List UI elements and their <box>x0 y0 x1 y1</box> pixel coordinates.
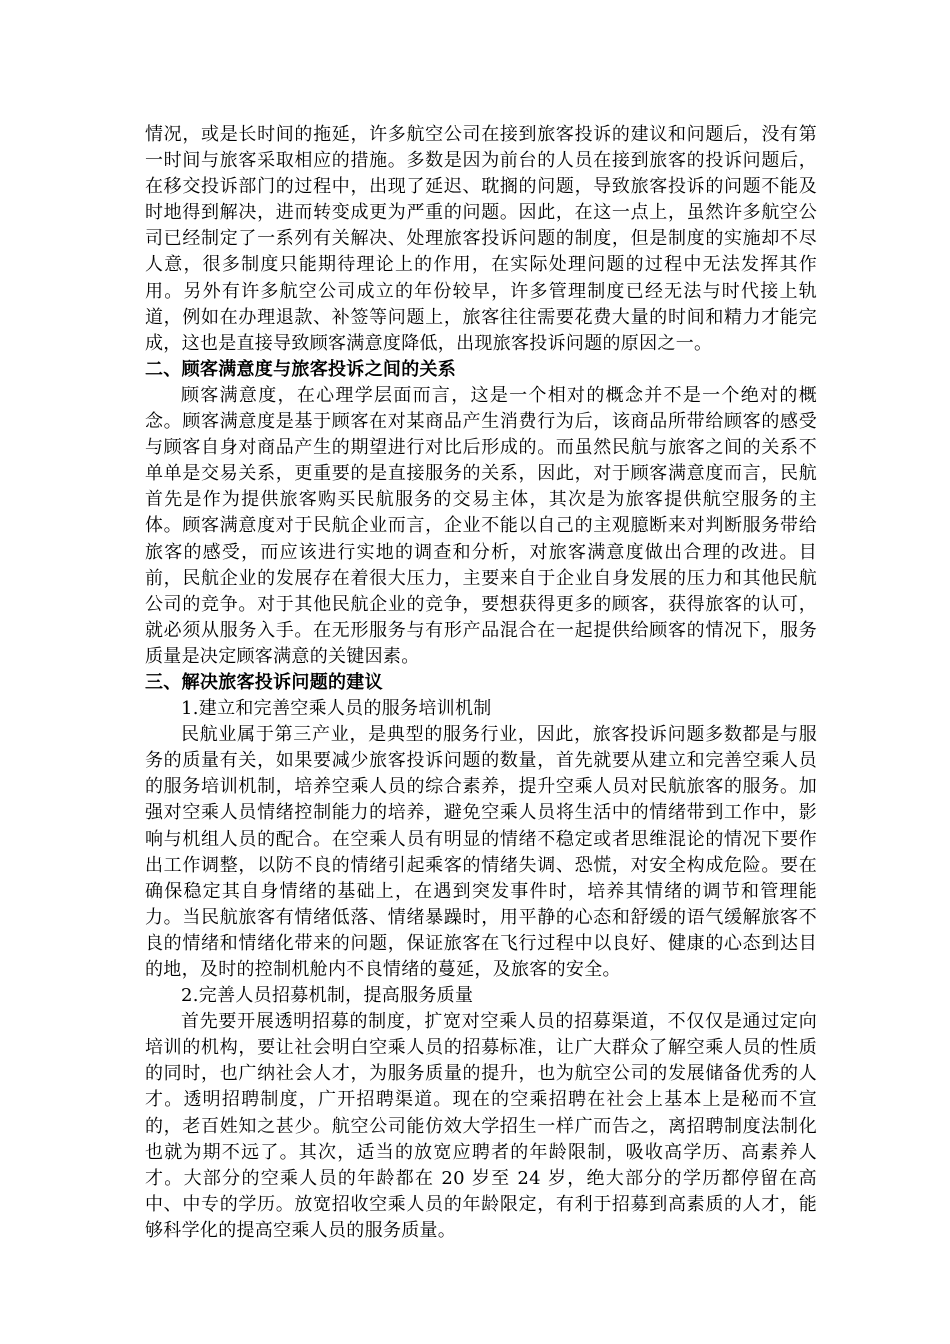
paragraph-continued: 情况，或是长时间的拖延，许多航空公司在接到旅客投诉的建议和问题后，没有第一时间与旅客采取相应的措施。多数是因为前台的人员在接到旅客的投诉问题后，在移交投诉部门的过程中，出现了延迟、耽搁的问题，导致旅客投诉的问题不能及时地得到解决，进而转变成更为严重的问题。因此，在这一点上，虽然许多航空公司已经制定了一系列有关解决、处理旅客投诉问题的制度，但是制度的实施却不尽人意，很多制度只能期待理论上的作用，在实际处理问题的过程中无法发挥其作用。另外有许多航空公司成立的年份较早，许多管理制度已经无法与时代接上轨道，例如在办理退款、补签等问题上，旅客往往需要花费大量的时间和精力才能完成，这也是直接导致顾客满意度降低，出现旅客投诉问题的原因之一。 <box>145 124 817 354</box>
paragraph-subsection-2: 首先要开展透明招募的制度，扩宽对空乘人员的招募渠道，不仅仅是通过定向培训的机构，要让社会明白空乘人员的招募标准，让广大群众了解空乘人员的性质的同时，也广纳社会人才，为服务质量的提升，也为航空公司的发展储备优秀的人才。透明招聘制度，广开招聘渠道。现在的空乘招聘在社会上基本上是秘而不宣的，老百姓知之甚少。航空公司能仿效大学招生一样广而告之，离招聘制度法制化也就为期不远了。其次，适当的放宽应聘者的年龄限制，吸收高学历、高素养人才。大部分的空乘人员的年龄都在 20 岁至 24 岁，绝大部分的学历都停留在高中、中专的学历。放宽招收空乘人员的年龄限定，有利于招募到高素质的人才，能够科学化的提高空乘人员的服务质量。 <box>145 1011 817 1241</box>
document-page <box>145 122 817 1244</box>
section-heading-2: 二、顾客满意度与旅客投诉之间的关系 <box>145 358 457 380</box>
subheading-2: 2.完善人员招募机制，提高服务质量 <box>181 985 474 1007</box>
subheading-1: 1.建立和完善空乘人员的服务培训机制 <box>181 698 492 720</box>
paragraph-subsection-1: 民航业属于第三产业，是典型的服务行业，因此，旅客投诉问题多数都是与服务的质量有关，如果要减少旅客投诉问题的数量，首先就要从建立和完善空乘人员的服务培训机制，培养空乘人员的综合素养，提升空乘人员对民航旅客的服务。加强对空乘人员情绪控制能力的培养，避免空乘人员将生活中的情绪带到工作中，影响与机组人员的配合。在空乘人员有明显的情绪不稳定或者思维混论的情况下要作出工作调整，以防不良的情绪引起乘客的情绪失调、恐慌，对安全构成危险。要在确保稳定其自身情绪的基础上，在遇到突发事件时，培养其情绪的调节和管理能力。当民航旅客有情绪低落、情绪暴躁时，用平静的心态和舒缓的语气缓解旅客不良的情绪和情绪化带来的问题，保证旅客在飞行过程中以良好、健康的心态到达目的地，及时的控制机舱内不良情绪的蔓延，及旅客的安全。 <box>145 724 817 980</box>
paragraph-section-2: 顾客满意度，在心理学层面而言，这是一个相对的概念并不是一个绝对的概念。顾客满意度是基于顾客在对某商品产生消费行为后，该商品所带给顾客的感受与顾客自身对商品产生的期望进行对比后形成的。而虽然民航与旅客之间的关系不单单是交易关系，更重要的是直接服务的关系，因此，对于顾客满意度而言，民航首先是作为提供旅客购买民航服务的交易主体，其次是为旅客提供航空服务的主体。顾客满意度对于民航企业而言，企业不能以自己的主观臆断来对判断服务带给旅客的感受，而应该进行实地的调查和分析，对旅客满意度做出合理的改进。目前，民航企业的发展存在着很大压力，主要来自于企业自身发展的压力和其他民航公司的竞争。对于其他民航企业的竞争，要想获得更多的顾客，获得旅客的认可，就必须从服务入手。在无形服务与有形产品混合在一起提供给顾客的情况下，服务质量是决定顾客满意的关键因素。 <box>145 384 817 667</box>
section-heading-3: 三、解决旅客投诉问题的建议 <box>145 671 383 693</box>
